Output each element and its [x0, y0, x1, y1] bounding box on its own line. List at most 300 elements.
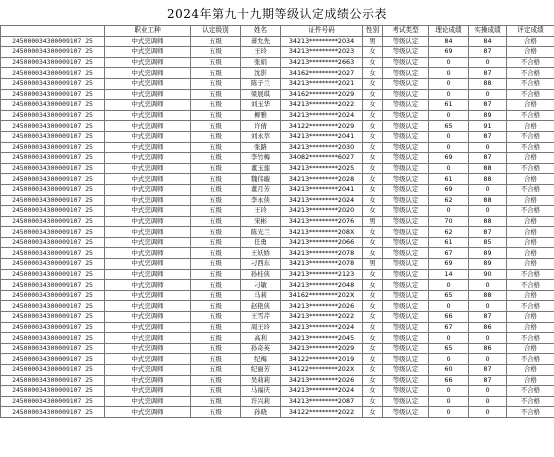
cell-gender[interactable]: 女 [363, 153, 383, 164]
cell-practical-score[interactable]: 0 [469, 57, 507, 68]
cell-level[interactable]: 五级 [191, 153, 241, 164]
cell-practical-score[interactable]: 84 [469, 36, 507, 47]
cell-result[interactable]: 不合格 [507, 89, 554, 100]
cell-name[interactable]: 张娟 [241, 57, 281, 68]
cell-practical-score[interactable]: 87 [469, 47, 507, 58]
cell-name[interactable]: 吴莉莉 [241, 375, 281, 386]
cell-exam-type[interactable]: 等级认定 [383, 227, 429, 238]
cell-practical-score[interactable]: 86 [469, 343, 507, 354]
cell-id-number[interactable]: 34213*********2024 [281, 195, 363, 206]
cell-level[interactable]: 五级 [191, 301, 241, 312]
cell-occupation[interactable]: 中式烹调师 [105, 333, 191, 344]
cell-id-number[interactable]: 34213*********2123 [281, 269, 363, 280]
cell-occupation[interactable]: 中式烹调师 [105, 174, 191, 185]
cell-name[interactable]: 陈子兰 [241, 78, 281, 89]
cell-exam-type[interactable]: 等级认定 [383, 142, 429, 153]
cell-exam-type[interactable]: 等级认定 [383, 280, 429, 291]
cell-name[interactable]: 沈影 [241, 68, 281, 79]
cell-exam-type[interactable]: 等级认定 [383, 36, 429, 47]
cell-gender[interactable]: 女 [363, 57, 383, 68]
cell-practical-score[interactable]: 87 [469, 153, 507, 164]
cell-gender[interactable]: 女 [363, 68, 383, 79]
cell-result[interactable]: 不合格 [507, 333, 554, 344]
cell-level[interactable]: 五级 [191, 237, 241, 248]
cell-registration[interactable]: 245000034300009107 25 [1, 174, 105, 185]
cell-name[interactable]: 董月芳 [241, 184, 281, 195]
cell-occupation[interactable]: 中式烹调师 [105, 47, 191, 58]
cell-id-number[interactable]: 34162*********2027 [281, 68, 363, 79]
cell-gender[interactable]: 女 [363, 386, 383, 397]
cell-exam-type[interactable]: 等级认定 [383, 163, 429, 174]
cell-result[interactable]: 不合格 [507, 354, 554, 365]
cell-occupation[interactable]: 中式烹调师 [105, 100, 191, 111]
cell-id-number[interactable]: 34213*********2663 [281, 57, 363, 68]
cell-result[interactable]: 不合格 [507, 407, 554, 418]
cell-name[interactable]: 刘玉华 [241, 100, 281, 111]
cell-id-number[interactable]: 34213*********2026 [281, 301, 363, 312]
cell-result[interactable]: 不合格 [507, 301, 554, 312]
cell-registration[interactable]: 245000034300009107 25 [1, 312, 105, 323]
cell-id-number[interactable]: 34213*********2022 [281, 100, 363, 111]
cell-id-number[interactable]: 34213*********2041 [281, 184, 363, 195]
cell-registration[interactable]: 245000034300009107 25 [1, 100, 105, 111]
cell-practical-score[interactable]: 87 [469, 375, 507, 386]
cell-gender[interactable]: 女 [363, 47, 383, 58]
cell-gender[interactable]: 女 [363, 333, 383, 344]
cell-result[interactable]: 合格 [507, 36, 554, 47]
col-header-registration[interactable] [1, 26, 105, 37]
cell-name[interactable]: 马莉 [241, 290, 281, 301]
col-header-level[interactable]: 认定级别 [191, 26, 241, 37]
cell-gender[interactable]: 女 [363, 343, 383, 354]
cell-result[interactable]: 合格 [507, 100, 554, 111]
cell-registration[interactable]: 245000034300009107 25 [1, 36, 105, 47]
cell-level[interactable]: 五级 [191, 78, 241, 89]
cell-result[interactable]: 不合格 [507, 269, 554, 280]
cell-theory-score[interactable]: 0 [429, 280, 469, 291]
cell-practical-score[interactable]: 88 [469, 216, 507, 227]
cell-level[interactable]: 五级 [191, 375, 241, 386]
cell-level[interactable]: 五级 [191, 131, 241, 142]
cell-theory-score[interactable]: 0 [429, 407, 469, 418]
cell-id-number[interactable]: 34122*********2019 [281, 354, 363, 365]
cell-theory-score[interactable]: 62 [429, 195, 469, 206]
cell-practical-score[interactable]: 87 [469, 131, 507, 142]
cell-gender[interactable]: 女 [363, 237, 383, 248]
cell-theory-score[interactable]: 69 [429, 153, 469, 164]
cell-name[interactable]: 孙桂侠 [241, 269, 281, 280]
cell-gender[interactable]: 女 [363, 354, 383, 365]
cell-practical-score[interactable]: 0 [469, 142, 507, 153]
cell-name[interactable]: 刘永萃 [241, 131, 281, 142]
cell-gender[interactable]: 女 [363, 110, 383, 121]
cell-gender[interactable]: 女 [363, 396, 383, 407]
cell-result[interactable]: 合格 [507, 365, 554, 376]
cell-theory-score[interactable]: 14 [429, 269, 469, 280]
cell-exam-type[interactable]: 等级认定 [383, 396, 429, 407]
cell-registration[interactable]: 245000034300009107 25 [1, 227, 105, 238]
cell-occupation[interactable]: 中式烹调师 [105, 407, 191, 418]
cell-level[interactable]: 五级 [191, 280, 241, 291]
cell-name[interactable]: 任勇 [241, 237, 281, 248]
cell-practical-score[interactable]: 89 [469, 110, 507, 121]
cell-registration[interactable]: 245000034300009107 25 [1, 47, 105, 58]
cell-occupation[interactable]: 中式烹调师 [105, 78, 191, 89]
cell-exam-type[interactable]: 等级认定 [383, 333, 429, 344]
cell-occupation[interactable]: 中式烹调师 [105, 312, 191, 323]
cell-practical-score[interactable]: 0 [469, 280, 507, 291]
cell-occupation[interactable]: 中式烹调师 [105, 36, 191, 47]
cell-id-number[interactable]: 34213*********2020 [281, 206, 363, 217]
cell-registration[interactable]: 245000034300009107 25 [1, 375, 105, 386]
cell-occupation[interactable]: 中式烹调师 [105, 248, 191, 259]
cell-gender[interactable]: 女 [363, 100, 383, 111]
cell-registration[interactable]: 245000034300009107 25 [1, 248, 105, 259]
cell-occupation[interactable]: 中式烹调师 [105, 163, 191, 174]
cell-gender[interactable]: 女 [363, 407, 383, 418]
cell-registration[interactable]: 245000034300009107 25 [1, 163, 105, 174]
cell-exam-type[interactable]: 等级认定 [383, 131, 429, 142]
cell-result[interactable]: 不合格 [507, 396, 554, 407]
cell-gender[interactable]: 女 [363, 365, 383, 376]
cell-occupation[interactable]: 中式烹调师 [105, 396, 191, 407]
cell-occupation[interactable]: 中式烹调师 [105, 206, 191, 217]
cell-result[interactable]: 合格 [507, 375, 554, 386]
cell-level[interactable]: 五级 [191, 110, 241, 121]
cell-gender[interactable]: 男 [363, 216, 383, 227]
cell-practical-score[interactable]: 87 [469, 312, 507, 323]
cell-result[interactable]: 合格 [507, 343, 554, 354]
cell-occupation[interactable]: 中式烹调师 [105, 237, 191, 248]
cell-id-number[interactable]: 34213*********2021 [281, 78, 363, 89]
cell-id-number[interactable]: 34213*********2041 [281, 131, 363, 142]
cell-theory-score[interactable]: 60 [429, 365, 469, 376]
cell-theory-score[interactable]: 0 [429, 131, 469, 142]
cell-occupation[interactable]: 中式烹调师 [105, 184, 191, 195]
cell-result[interactable]: 合格 [507, 237, 554, 248]
cell-result[interactable]: 合格 [507, 47, 554, 58]
cell-id-number[interactable]: 34213*********2078 [281, 248, 363, 259]
cell-exam-type[interactable]: 等级认定 [383, 89, 429, 100]
cell-result[interactable]: 不合格 [507, 184, 554, 195]
cell-occupation[interactable]: 中式烹调师 [105, 280, 191, 291]
cell-result[interactable]: 合格 [507, 312, 554, 323]
cell-gender[interactable]: 女 [363, 301, 383, 312]
cell-exam-type[interactable]: 等级认定 [383, 68, 429, 79]
cell-practical-score[interactable]: 0 [469, 89, 507, 100]
cell-gender[interactable]: 女 [363, 269, 383, 280]
cell-theory-score[interactable]: 70 [429, 216, 469, 227]
cell-practical-score[interactable]: 89 [469, 248, 507, 259]
cell-theory-score[interactable]: 69 [429, 184, 469, 195]
cell-exam-type[interactable]: 等级认定 [383, 354, 429, 365]
cell-gender[interactable]: 男 [363, 36, 383, 47]
cell-name[interactable]: 马福庆 [241, 386, 281, 397]
cell-level[interactable]: 五级 [191, 354, 241, 365]
cell-exam-type[interactable]: 等级认定 [383, 174, 429, 185]
cell-exam-type[interactable]: 等级认定 [383, 153, 429, 164]
cell-registration[interactable]: 245000034300009107 25 [1, 195, 105, 206]
cell-gender[interactable]: 女 [363, 78, 383, 89]
cell-gender[interactable]: 女 [363, 163, 383, 174]
cell-theory-score[interactable]: 0 [429, 142, 469, 153]
cell-exam-type[interactable]: 等级认定 [383, 301, 429, 312]
cell-id-number[interactable]: 34213*********2048 [281, 280, 363, 291]
cell-level[interactable]: 五级 [191, 312, 241, 323]
cell-id-number[interactable]: 34162*********202X [281, 290, 363, 301]
cell-result[interactable]: 合格 [507, 290, 554, 301]
col-header-gender[interactable]: 性别 [363, 26, 383, 37]
cell-level[interactable]: 五级 [191, 47, 241, 58]
cell-exam-type[interactable]: 等级认定 [383, 290, 429, 301]
cell-name[interactable]: 王妖娇 [241, 248, 281, 259]
cell-occupation[interactable]: 中式烹调师 [105, 57, 191, 68]
cell-exam-type[interactable]: 等级认定 [383, 195, 429, 206]
cell-theory-score[interactable]: 0 [429, 396, 469, 407]
cell-theory-score[interactable]: 61 [429, 174, 469, 185]
cell-practical-score[interactable]: 87 [469, 100, 507, 111]
cell-name[interactable]: 赵艳侠 [241, 301, 281, 312]
cell-level[interactable]: 五级 [191, 396, 241, 407]
cell-practical-score[interactable]: 0 [469, 407, 507, 418]
cell-result[interactable]: 不合格 [507, 386, 554, 397]
cell-theory-score[interactable]: 0 [429, 163, 469, 174]
cell-result[interactable]: 不合格 [507, 68, 554, 79]
cell-registration[interactable]: 245000034300009107 25 [1, 301, 105, 312]
cell-theory-score[interactable]: 65 [429, 290, 469, 301]
cell-exam-type[interactable]: 等级认定 [383, 216, 429, 227]
cell-gender[interactable]: 女 [363, 89, 383, 100]
cell-occupation[interactable]: 中式烹调师 [105, 301, 191, 312]
cell-name[interactable]: 张路 [241, 142, 281, 153]
cell-result[interactable]: 合格 [507, 216, 554, 227]
cell-name[interactable]: 萧允先 [241, 36, 281, 47]
cell-level[interactable]: 五级 [191, 89, 241, 100]
cell-practical-score[interactable]: 88 [469, 163, 507, 174]
cell-exam-type[interactable]: 等级认定 [383, 386, 429, 397]
cell-theory-score[interactable]: 0 [429, 68, 469, 79]
cell-id-number[interactable]: 34122*********202X [281, 365, 363, 376]
cell-registration[interactable]: 245000034300009107 25 [1, 259, 105, 270]
cell-id-number[interactable]: 34213*********2087 [281, 396, 363, 407]
cell-registration[interactable]: 245000034300009107 25 [1, 68, 105, 79]
cell-practical-score[interactable]: 89 [469, 259, 507, 270]
cell-registration[interactable]: 245000034300009107 25 [1, 89, 105, 100]
cell-level[interactable]: 五级 [191, 269, 241, 280]
cell-id-number[interactable]: 34213*********2066 [281, 237, 363, 248]
cell-gender[interactable]: 女 [363, 184, 383, 195]
cell-occupation[interactable]: 中式烹调师 [105, 89, 191, 100]
cell-occupation[interactable]: 中式烹调师 [105, 365, 191, 376]
cell-practical-score[interactable]: 91 [469, 121, 507, 132]
cell-gender[interactable]: 女 [363, 312, 383, 323]
cell-registration[interactable]: 245000034300009107 25 [1, 237, 105, 248]
cell-result[interactable]: 合格 [507, 195, 554, 206]
cell-result[interactable]: 不合格 [507, 78, 554, 89]
cell-registration[interactable]: 245000034300009107 25 [1, 333, 105, 344]
cell-id-number[interactable]: 34213*********2045 [281, 333, 363, 344]
cell-registration[interactable]: 245000034300009107 25 [1, 121, 105, 132]
cell-gender[interactable]: 女 [363, 248, 383, 259]
cell-occupation[interactable]: 中式烹调师 [105, 195, 191, 206]
cell-registration[interactable]: 245000034300009107 25 [1, 322, 105, 333]
cell-exam-type[interactable]: 等级认定 [383, 206, 429, 217]
cell-registration[interactable]: 245000034300009107 25 [1, 78, 105, 89]
cell-result[interactable]: 不合格 [507, 110, 554, 121]
cell-gender[interactable]: 女 [363, 375, 383, 386]
cell-practical-score[interactable]: 88 [469, 195, 507, 206]
col-header-exam-type[interactable]: 考试类型 [383, 26, 429, 37]
cell-occupation[interactable]: 中式烹调师 [105, 354, 191, 365]
cell-result[interactable]: 合格 [507, 121, 554, 132]
cell-exam-type[interactable]: 等级认定 [383, 78, 429, 89]
col-header-occupation[interactable]: 职业工种 [105, 26, 191, 37]
cell-name[interactable]: 孙晓 [241, 407, 281, 418]
cell-level[interactable]: 五级 [191, 407, 241, 418]
cell-exam-type[interactable]: 等级认定 [383, 343, 429, 354]
cell-id-number[interactable]: 34162*********2029 [281, 89, 363, 100]
cell-name[interactable]: 王玲 [241, 206, 281, 217]
cell-occupation[interactable]: 中式烹调师 [105, 142, 191, 153]
cell-exam-type[interactable]: 等级认定 [383, 184, 429, 195]
cell-occupation[interactable]: 中式烹调师 [105, 216, 191, 227]
cell-level[interactable]: 五级 [191, 259, 241, 270]
cell-registration[interactable]: 245000034300009107 25 [1, 153, 105, 164]
cell-level[interactable]: 五级 [191, 227, 241, 238]
cell-theory-score[interactable]: 61 [429, 237, 469, 248]
cell-id-number[interactable]: 34213*********2024 [281, 110, 363, 121]
cell-id-number[interactable]: 34213*********2029 [281, 343, 363, 354]
cell-level[interactable]: 五级 [191, 121, 241, 132]
cell-result[interactable]: 不合格 [507, 206, 554, 217]
col-header-id-number[interactable]: 证件号码 [281, 26, 363, 37]
cell-gender[interactable]: 女 [363, 195, 383, 206]
col-header-practical-score[interactable]: 实操成绩 [469, 26, 507, 37]
cell-result[interactable]: 不合格 [507, 163, 554, 174]
cell-theory-score[interactable]: 0 [429, 78, 469, 89]
cell-level[interactable]: 五级 [191, 100, 241, 111]
cell-gender[interactable]: 男 [363, 259, 383, 270]
cell-occupation[interactable]: 中式烹调师 [105, 259, 191, 270]
cell-level[interactable]: 五级 [191, 163, 241, 174]
cell-occupation[interactable]: 中式烹调师 [105, 153, 191, 164]
cell-registration[interactable]: 245000034300009107 25 [1, 184, 105, 195]
cell-exam-type[interactable]: 等级认定 [383, 407, 429, 418]
cell-occupation[interactable]: 中式烹调师 [105, 269, 191, 280]
cell-practical-score[interactable]: 0 [469, 396, 507, 407]
cell-exam-type[interactable]: 等级认定 [383, 237, 429, 248]
cell-occupation[interactable]: 中式烹调师 [105, 343, 191, 354]
cell-id-number[interactable]: 34213*********2025 [281, 163, 363, 174]
cell-name[interactable]: 孙奇英 [241, 343, 281, 354]
cell-gender[interactable]: 女 [363, 206, 383, 217]
cell-id-number[interactable]: 34213*********2078 [281, 259, 363, 270]
cell-exam-type[interactable]: 等级认定 [383, 322, 429, 333]
cell-practical-score[interactable]: 0 [469, 301, 507, 312]
cell-id-number[interactable]: 34213*********2028 [281, 174, 363, 185]
cell-result[interactable]: 合格 [507, 259, 554, 270]
cell-id-number[interactable]: 34213*********2023 [281, 47, 363, 58]
cell-theory-score[interactable]: 62 [429, 227, 469, 238]
cell-theory-score[interactable]: 66 [429, 375, 469, 386]
cell-id-number[interactable]: 34213*********2024 [281, 322, 363, 333]
cell-gender[interactable]: 女 [363, 174, 383, 185]
cell-registration[interactable]: 245000034300009107 25 [1, 290, 105, 301]
cell-name[interactable]: 柳雅 [241, 110, 281, 121]
cell-name[interactable]: 王雪芹 [241, 312, 281, 323]
cell-registration[interactable]: 245000034300009107 25 [1, 354, 105, 365]
cell-result[interactable]: 合格 [507, 322, 554, 333]
cell-name[interactable]: 纪梅 [241, 354, 281, 365]
cell-registration[interactable]: 245000034300009107 25 [1, 131, 105, 142]
cell-theory-score[interactable]: 0 [429, 57, 469, 68]
cell-exam-type[interactable]: 等级认定 [383, 100, 429, 111]
cell-exam-type[interactable]: 等级认定 [383, 365, 429, 376]
cell-occupation[interactable]: 中式烹调师 [105, 227, 191, 238]
col-header-result[interactable]: 评定成绩 [507, 26, 554, 37]
cell-practical-score[interactable]: 88 [469, 174, 507, 185]
cell-theory-score[interactable]: 65 [429, 343, 469, 354]
cell-result[interactable]: 不合格 [507, 131, 554, 142]
cell-level[interactable]: 五级 [191, 322, 241, 333]
cell-practical-score[interactable]: 87 [469, 227, 507, 238]
cell-theory-score[interactable]: 0 [429, 354, 469, 365]
cell-theory-score[interactable]: 0 [429, 301, 469, 312]
cell-practical-score[interactable]: 0 [469, 354, 507, 365]
cell-occupation[interactable]: 中式烹调师 [105, 68, 191, 79]
cell-theory-score[interactable]: 0 [429, 333, 469, 344]
cell-registration[interactable]: 245000034300009107 25 [1, 396, 105, 407]
cell-name[interactable]: 刁敏 [241, 280, 281, 291]
cell-name[interactable]: 许兴莉 [241, 396, 281, 407]
cell-registration[interactable]: 245000034300009107 25 [1, 269, 105, 280]
cell-theory-score[interactable]: 67 [429, 322, 469, 333]
cell-gender[interactable]: 女 [363, 322, 383, 333]
cell-theory-score[interactable]: 69 [429, 47, 469, 58]
cell-name[interactable]: 李永侠 [241, 195, 281, 206]
cell-result[interactable]: 合格 [507, 153, 554, 164]
cell-theory-score[interactable]: 0 [429, 386, 469, 397]
cell-practical-score[interactable]: 88 [469, 78, 507, 89]
col-header-theory-score[interactable]: 理论成绩 [429, 26, 469, 37]
cell-name[interactable]: 宋彬 [241, 216, 281, 227]
cell-level[interactable]: 五级 [191, 195, 241, 206]
cell-level[interactable]: 五级 [191, 343, 241, 354]
cell-registration[interactable]: 245000034300009107 25 [1, 110, 105, 121]
cell-id-number[interactable]: 34213*********208X [281, 227, 363, 238]
cell-registration[interactable]: 245000034300009107 25 [1, 407, 105, 418]
cell-occupation[interactable]: 中式烹调师 [105, 110, 191, 121]
cell-registration[interactable]: 245000034300009107 25 [1, 142, 105, 153]
cell-result[interactable]: 不合格 [507, 57, 554, 68]
cell-occupation[interactable]: 中式烹调师 [105, 131, 191, 142]
cell-theory-score[interactable]: 0 [429, 206, 469, 217]
cell-level[interactable]: 五级 [191, 365, 241, 376]
cell-exam-type[interactable]: 等级认定 [383, 312, 429, 323]
cell-name[interactable]: 梁展琪 [241, 89, 281, 100]
cell-occupation[interactable]: 中式烹调师 [105, 322, 191, 333]
cell-name[interactable]: 高利 [241, 333, 281, 344]
cell-level[interactable]: 五级 [191, 248, 241, 259]
cell-exam-type[interactable]: 等级认定 [383, 375, 429, 386]
cell-result[interactable]: 不合格 [507, 142, 554, 153]
cell-practical-score[interactable]: 86 [469, 322, 507, 333]
cell-practical-score[interactable]: 0 [469, 184, 507, 195]
cell-level[interactable]: 五级 [191, 68, 241, 79]
cell-level[interactable]: 五级 [191, 290, 241, 301]
cell-gender[interactable]: 女 [363, 227, 383, 238]
cell-id-number[interactable]: 34213*********2026 [281, 375, 363, 386]
